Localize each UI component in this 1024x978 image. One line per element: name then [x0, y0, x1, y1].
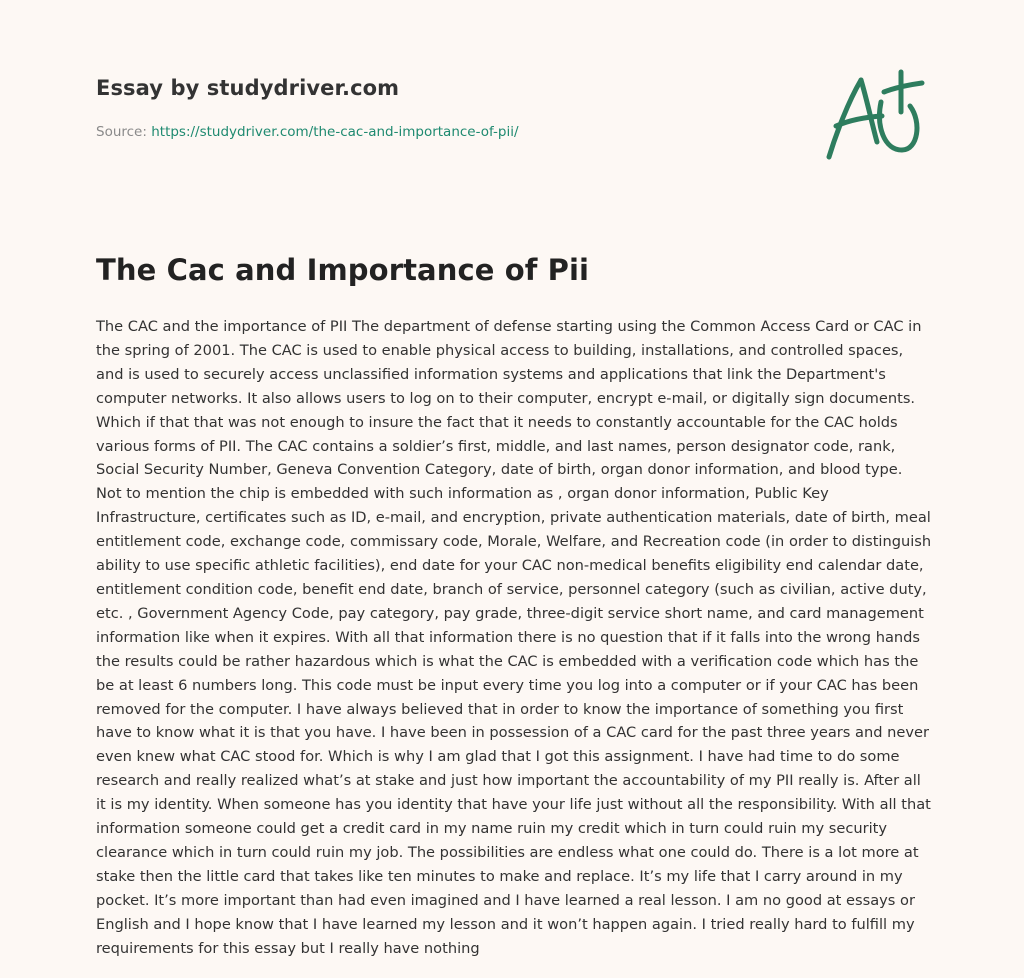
essay-body: The CAC and the importance of PII The department of defense starting using the Common Access Card or CAC in the spring of 2001. The CAC is used to enable physical access to building, installations, and controlled spaces, and is used to securely access unclassified information systems and applications that link the Department's computer networks. It also allows users to log on to their computer, encrypt e-mail, or digitally sign documents. Which if that that was not enough to insure the fact that it needs to constantly accountable for the CAC holds various forms of PII. The CAC contains a soldier’s first, middle, and last names, person designator code, rank, Social Security Number, Geneva Convention Category, date of birth, organ donor information, and blood type. Not to mention the chip is embedded with such information as , organ donor information, Public Key Infrastructure, certificates such as ID, e-mail, and encryption, private authentication materials, date of birth, meal entitlement code, exchange code, commissary code, Morale, Welfare, and Recreation code (in order to distinguish ability to use specific athletic facilities), end date for your CAC non-medical benefits eligibility end calendar date, entitlement condition code, benefit end date, branch of service, personnel category (such as civilian, active duty, etc. , Government Agency Code, pay category, pay grade, three-digit service short name, and card management information like when it expires. With all that information there is no question that if it falls into the wrong hands the results could be rather hazardous which is what the CAC is embedded with a verification code which has the be at least 6 numbers long. This code must be input every time you log into a computer or if your CAC has been removed for the computer. I have always believed that in order to know the importance of something you first have to know what it is that you have. I have been in possession of a CAC card for the past three years and never even knew what CAC stood for. Which is why I am glad that I got this assignment. I have had time to do some research and really realized what’s at stake and just how important the accountability of my PII really is. After all it is my identity. When someone has you identity that have your life just without all the responsibility. With all that information someone could get a credit card in my name ruin my credit which in turn could ruin my security clearance which in turn could ruin my job. The possibilities are endless what one could do. There is a lot more at stake then the little card that takes like ten minutes to make and replace. It’s my life that I carry around in my pocket. It’s more important than had even imagined and I have learned a real lesson. I am no good at essays or English and I hope know that I have learned my lesson and it won’t happen again. I tried really hard to fulfill my requirements for this essay but I really have nothing: [96, 318, 932, 957]
source-link[interactable]: https://studydriver.com/the-cac-and-importance-of-pii/: [151, 124, 519, 140]
source-label: Source:: [96, 124, 152, 140]
site-brand: Essay by studydriver.com: [96, 76, 400, 100]
source-line: [96, 124, 519, 140]
essay-title: The Cac and Importance of Pii: [96, 253, 590, 287]
a-plus-logo-icon: [822, 68, 926, 164]
